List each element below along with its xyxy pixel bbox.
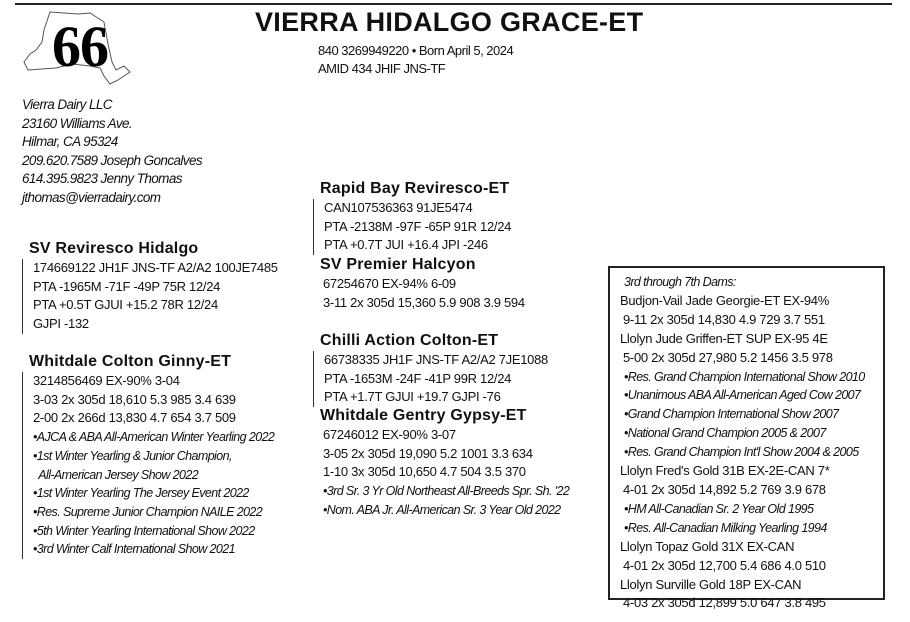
consignor-phone-2: 614.395.9823 Jenny Thomas <box>22 171 182 186</box>
fourth-dam-award: •National Grand Champion 2005 & 2007 <box>624 426 826 441</box>
dams-dam-info <box>323 426 569 520</box>
dams-dam-line: 67246012 EX-90% 3-07 <box>323 427 456 442</box>
third-dam-record: 9-11 2x 305d 14,830 4.9 729 3.7 551 <box>623 311 825 327</box>
dam-line: 3-03 2x 305d 18,610 5.3 985 3.4 639 <box>33 391 236 407</box>
registration-line: 840 3269949220 • Born April 5, 2024 <box>318 43 514 58</box>
sires-sire-line: PTA -2138M -97F -65P 91R 12/24 <box>324 218 512 234</box>
dams-sire-info <box>313 351 548 407</box>
sires-sire-line: PTA +0.7T JUI +16.4 JPI -246 <box>324 237 488 253</box>
sire-line: GJPI -132 <box>33 316 89 332</box>
sires-dam-name: SV Premier Halcyon <box>320 256 476 273</box>
dams-sire-line: PTA -1653M -24F -41P 99R 12/24 <box>324 370 512 386</box>
dam-name: Whitdale Colton Ginny-ET <box>29 353 232 370</box>
dams-sire-name: Chilli Action Colton-ET <box>320 332 499 349</box>
dams-dam-line: 1-10 3x 305d 10,650 4.7 504 3.5 370 <box>323 464 526 480</box>
fifth-dam-award: •Res. All-Canadian Milking Yearling 1994 <box>624 520 827 535</box>
dam-award: •1st Winter Yearling & Junior Champion, <box>33 448 232 463</box>
sire-name: SV Reviresco Hidalgo <box>29 240 199 257</box>
dams-box-heading: 3rd through 7th Dams: <box>624 275 736 289</box>
dam-line: 3214856469 EX-90% 3-04 <box>33 373 180 388</box>
fourth-dam-record: 5-00 2x 305d 27,980 5.2 1456 3.5 978 <box>623 349 833 365</box>
consignor-city: Hilmar, CA 95324 <box>22 134 118 149</box>
sire-line: PTA -1965M -71F -49P 75R 12/24 <box>33 278 221 294</box>
lot-number: 66 <box>52 14 108 79</box>
dam-award: •5th Winter Yearling International Show 2022 <box>33 523 255 538</box>
sire-line: 174669122 JH1F JNS-TF A2/A2 100JE7485 <box>33 260 278 275</box>
fourth-dam-award: •Grand Champion International Show 2007 <box>624 407 839 422</box>
sire-line: PTA +0.5T GJUI +15.2 78R 12/24 <box>33 297 218 313</box>
fifth-dam-award: •HM All-Canadian Sr. 2 Year Old 1995 <box>624 501 814 516</box>
sixth-dam-name: Llolyn Topaz Gold 31X EX-CAN <box>620 538 795 554</box>
fourth-dam-award: •Res. Grand Champion International Show 2010 <box>624 369 865 384</box>
consignor-phone-1: 209.620.7589 Joseph Goncalves <box>22 152 202 168</box>
dams-sire-line: 66738335 JH1F JNS-TF A2/A2 7JE1088 <box>324 352 548 367</box>
dam-award: •Res. Supreme Junior Champion NAILE 2022 <box>33 504 263 519</box>
dam-info <box>22 372 274 559</box>
third-dam-name: Budjon-Vail Jade Georgie-ET EX-94% <box>620 292 829 308</box>
sixth-dam-record: 4-01 2x 305d 12,700 5.4 686 4.0 510 <box>623 557 826 573</box>
dams-sire-line: PTA +1.7T GJUI +19.7 GJPI -76 <box>324 389 501 405</box>
sire-info <box>22 259 278 334</box>
consignor-email[interactable]: jthomas@vierradairy.com <box>22 189 161 205</box>
fourth-dam-award: •Res. Grand Champion Int'l Show 2004 & 2005 <box>624 445 859 460</box>
dams-dam-award: •Nom. ABA Jr. All-American Sr. 3 Year Old 2022 <box>323 502 561 517</box>
dam-award: All-American Jersey Show 2022 <box>33 467 199 482</box>
fourth-dam-award: •Unanimous ABA All-American Aged Cow 2007 <box>624 388 861 403</box>
sires-dam-info <box>323 275 525 312</box>
top-rule <box>15 3 892 5</box>
genomic-line: AMID 434 JHIF JNS-TF <box>318 61 446 76</box>
fourth-dam-name: Llolyn Jude Griffen-ET SUP EX-95 4E <box>620 330 828 346</box>
dams-dam-line: 3-05 2x 305d 19,090 5.2 1001 3.3 634 <box>323 445 533 461</box>
dam-award: •AJCA & ABA All-American Winter Yearling 2022 <box>33 430 275 445</box>
consignor-address: 23160 Williams Ave. <box>22 115 133 131</box>
consignor-contact <box>22 96 202 207</box>
dams-dam-name: Whitdale Gentry Gypsy-ET <box>320 407 527 424</box>
dam-award: •3rd Winter Calf International Show 2021 <box>33 542 235 557</box>
animal-name: VIERRA HIDALGO GRACE-ET <box>255 7 644 37</box>
dam-line: 2-00 2x 266d 13,830 4.7 654 3.7 509 <box>33 410 236 426</box>
sires-dam-line: 3-11 2x 305d 15,360 5.9 908 3.9 594 <box>323 294 525 310</box>
sires-sire-name: Rapid Bay Reviresco-ET <box>320 180 510 197</box>
seventh-dam-record: 4-03 2x 305d 12,899 5.0 647 3.8 495 <box>623 595 826 611</box>
seventh-dam-name: Llolyn Surville Gold 18P EX-CAN <box>620 576 802 592</box>
sires-dam-line: 67254670 EX-94% 6-09 <box>323 276 456 291</box>
dams-dam-award: •3rd Sr. 3 Yr Old Northeast All-Breeds Spr. Sh. '22 <box>323 484 570 499</box>
consignor-name: Vierra Dairy LLC <box>22 97 112 112</box>
sires-sire-line: CAN107536363 91JE5474 <box>324 200 473 215</box>
fifth-dam-record: 4-01 2x 305d 14,892 5.2 769 3.9 678 <box>623 481 826 497</box>
sires-sire-info <box>313 199 511 255</box>
ancestor-dams-box <box>608 266 885 611</box>
fifth-dam-name: Llolyn Fred's Gold 31B EX-2E-CAN 7* <box>620 463 830 479</box>
dam-award: •1st Winter Yearling The Jersey Event 2022 <box>33 486 249 501</box>
